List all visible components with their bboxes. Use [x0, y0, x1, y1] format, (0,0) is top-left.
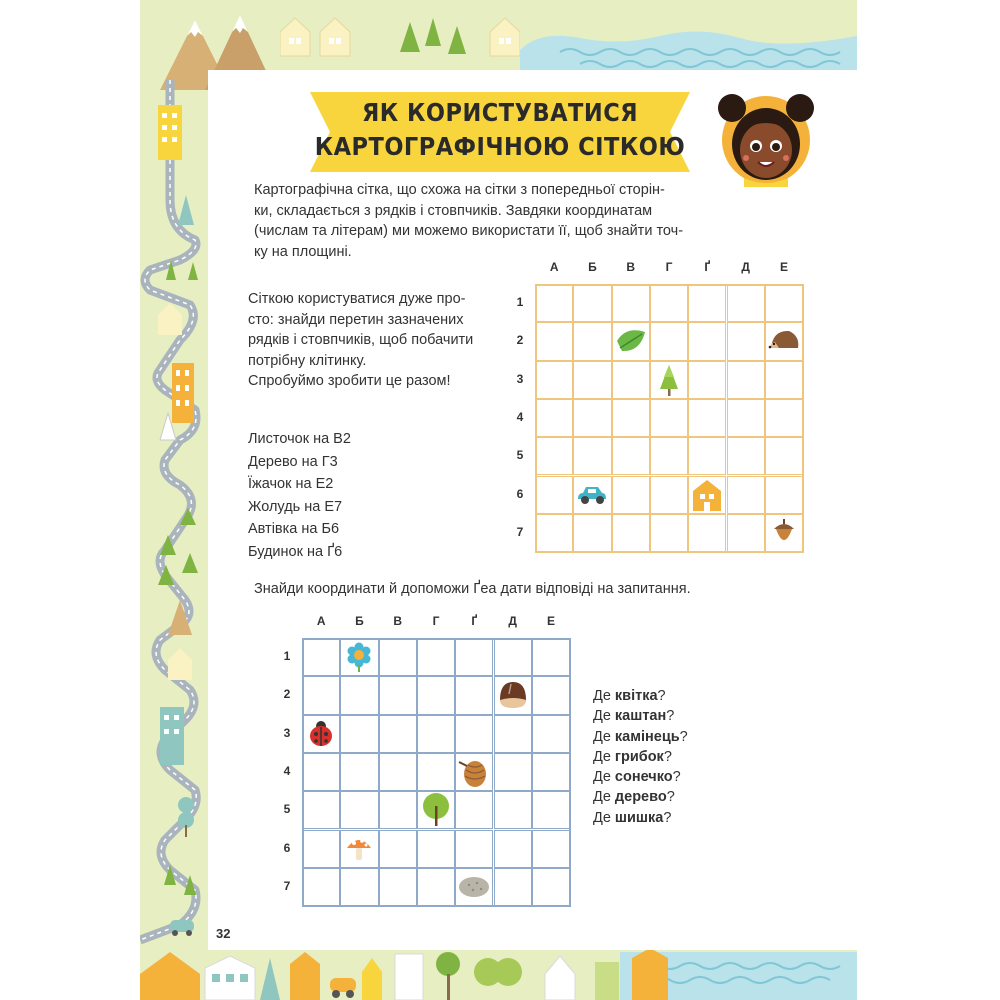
- column-label: Е: [779, 260, 788, 274]
- flower-icon: [340, 638, 378, 676]
- task-text: Знайди координати й допоможи Ґеа дати відповіді на запитання.: [254, 581, 691, 597]
- column-label: Б: [588, 260, 597, 274]
- instruction-line: рядків і стовпчиків, щоб побачити: [248, 332, 474, 348]
- exercise-grid: [280, 610, 580, 910]
- column-label: Д: [741, 260, 750, 274]
- title-banner: [310, 92, 690, 172]
- stone-icon: [455, 868, 493, 906]
- column-label: Б: [355, 614, 364, 628]
- example-grid: [510, 255, 810, 555]
- question-item: Де квітка?: [593, 688, 666, 704]
- intro-line: ки, складається з рядків і стовпчиків. Завдяки координатам: [254, 202, 653, 219]
- example-item: Дерево на Г3: [248, 453, 338, 470]
- intro-line: Картографічна сітка, що схожа на сітки з попередньої сторін-: [254, 182, 665, 198]
- hedgehog-icon: [765, 322, 803, 360]
- house-icon: [688, 476, 726, 514]
- bottom-village-illustration: [140, 944, 857, 1000]
- pinecone-icon: [455, 753, 493, 791]
- examples-list: [248, 428, 448, 563]
- row-label: 3: [516, 371, 524, 386]
- column-label: Е: [546, 614, 555, 628]
- example-item: Їжачок на Е2: [248, 476, 334, 492]
- example-item: Жолудь на Е7: [248, 498, 343, 515]
- instruction-line: Спробуймо зробити це разом!: [248, 373, 451, 389]
- row-label: 7: [283, 878, 291, 893]
- ladybug-icon: [302, 715, 340, 753]
- intro-paragraph: [254, 180, 734, 262]
- column-label: В: [393, 614, 403, 628]
- column-label: Д: [508, 614, 517, 628]
- column-label: Ґ: [471, 614, 478, 628]
- column-label: В: [626, 260, 636, 274]
- mushroom-icon: [340, 830, 378, 868]
- page-number: 32: [216, 926, 231, 941]
- question-item: Де грибок?: [593, 748, 672, 765]
- instructions-paragraph: [248, 289, 508, 392]
- example-item: Автівка на Б6: [248, 521, 340, 537]
- column-label: Г: [665, 260, 673, 274]
- intro-line: ку на площині.: [254, 243, 352, 260]
- row-label: 2: [516, 333, 524, 348]
- instruction-line: сто: знайди перетин зазначених: [248, 311, 464, 328]
- chestnut-icon: [494, 676, 532, 714]
- column-label: А: [549, 260, 559, 274]
- row-label: 1: [516, 295, 524, 310]
- tree-round-icon: [417, 791, 455, 829]
- row-label: 6: [516, 486, 524, 501]
- river-waves: [520, 30, 857, 75]
- row-label: 6: [283, 840, 291, 855]
- question-item: Де каштан?: [593, 708, 675, 725]
- row-label: 1: [283, 649, 291, 664]
- leaf-icon: [612, 322, 650, 360]
- instruction-line: Сіткою користуватися дуже про-: [248, 291, 466, 307]
- girl-character-icon: [714, 92, 814, 187]
- title-line-2: КАРТОГРАФІЧНОЮ СІТКОЮ: [314, 132, 686, 161]
- title-line-1: ЯК КОРИСТУВАТИСЯ: [361, 98, 639, 127]
- column-label: А: [316, 614, 326, 628]
- instruction-line: потрібну клітинку.: [248, 352, 367, 369]
- acorn-icon: [765, 514, 803, 552]
- questions-list: [593, 686, 733, 828]
- column-label: Г: [432, 614, 440, 628]
- left-village-illustration: [150, 95, 210, 945]
- row-label: 2: [283, 687, 291, 702]
- column-label: Ґ: [704, 260, 711, 274]
- car-icon: [573, 476, 611, 514]
- question-item: Де сонечко?: [593, 769, 681, 786]
- row-label: 3: [283, 725, 291, 740]
- row-label: 5: [516, 448, 524, 463]
- row-label: 7: [516, 524, 524, 539]
- row-label: 5: [283, 802, 291, 817]
- question-item: Де дерево?: [593, 789, 675, 806]
- tree-icon: [650, 361, 688, 399]
- row-label: 4: [283, 764, 291, 779]
- example-item: Будинок на Ґ6: [248, 543, 343, 560]
- example-item: Листочок на В2: [248, 431, 351, 447]
- question-item: Де шишка?: [593, 809, 672, 826]
- row-label: 4: [516, 410, 524, 425]
- question-item: Де камінець?: [593, 728, 688, 745]
- top-village-illustration: [280, 14, 520, 64]
- intro-line: (числам та літерам) ми можемо використати її, щоб знайти точ-: [254, 223, 684, 239]
